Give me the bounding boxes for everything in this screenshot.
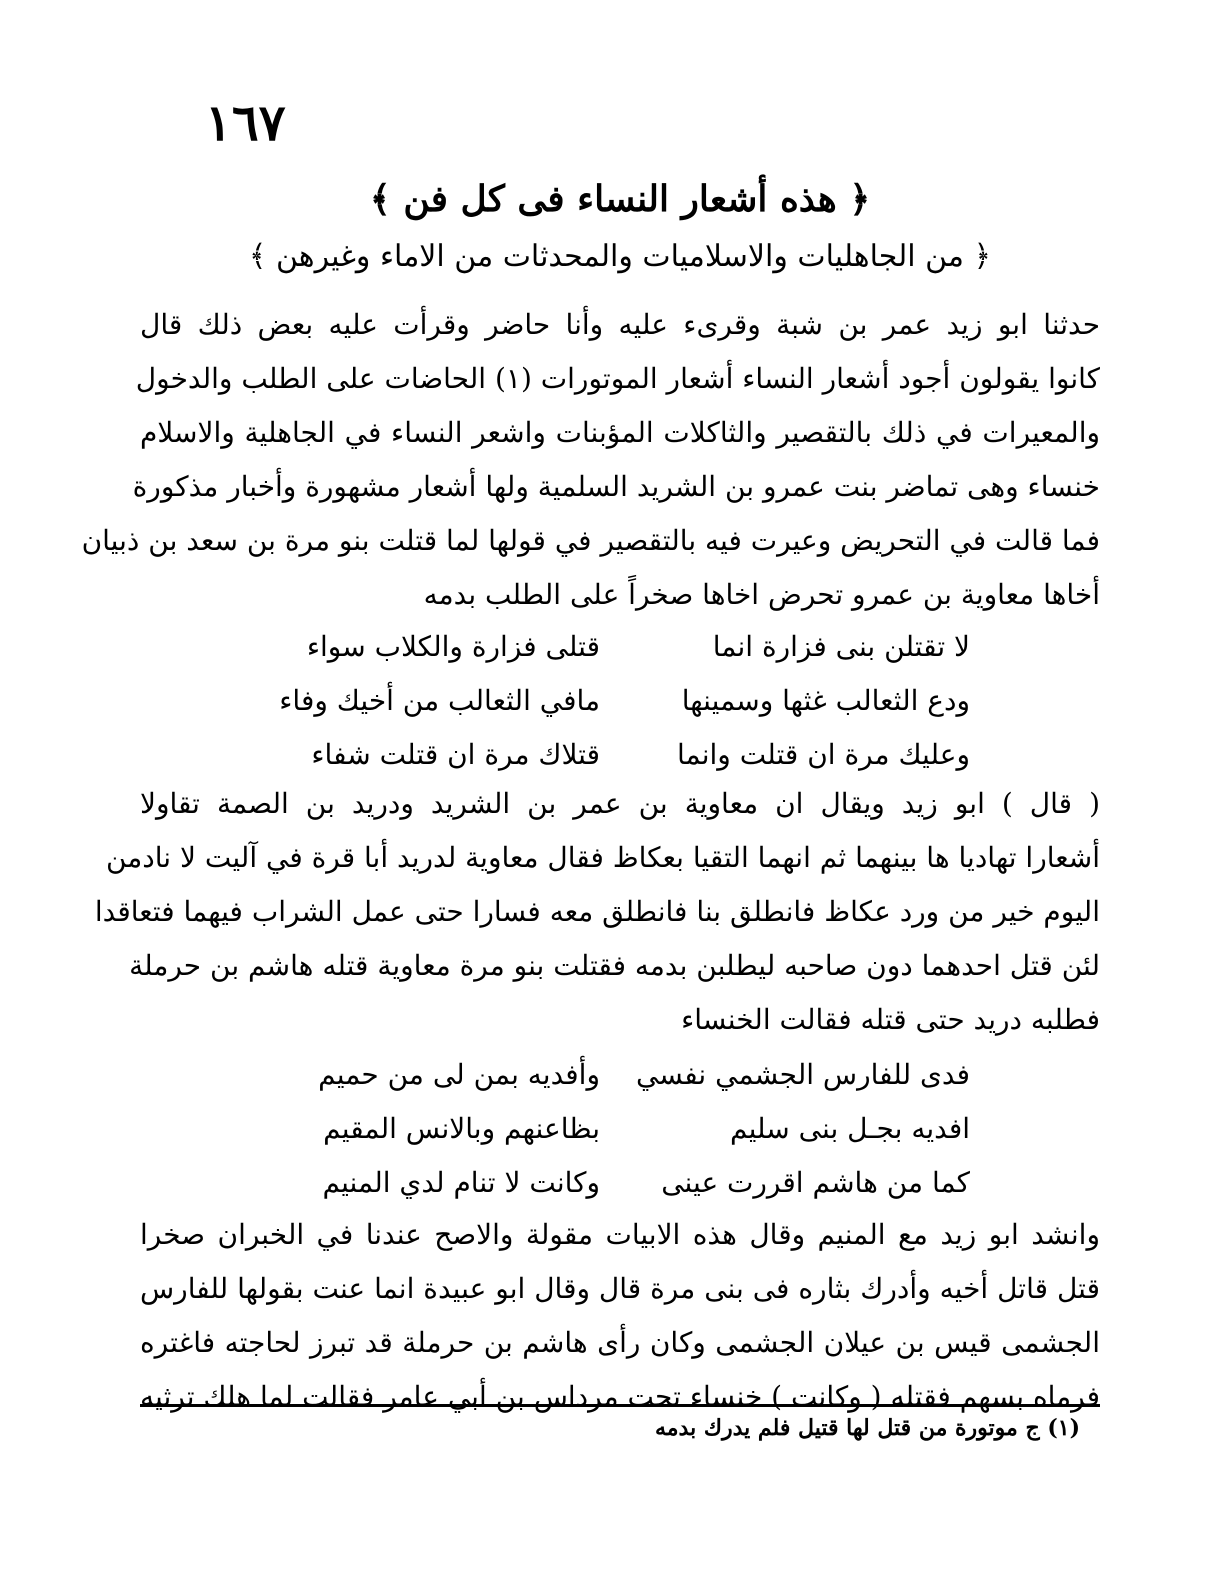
text-line: اليوم خير من ورد عكاظ فانطلق بنا فانطلق معه فسارا حتى عمل الشراب فيهما فتعاقدا bbox=[94, 895, 1100, 928]
poem-2 bbox=[250, 1048, 970, 1210]
text-line: الجشمى قيس بن عيلان الجشمى وكان رأى هاشم بن حرملة قد تبرز لحاجته فاغتره bbox=[140, 1326, 1100, 1359]
verse-second-hemistich: بظاعنهم وبالانس المقيم bbox=[323, 1112, 600, 1145]
text-line: أخاها معاوية بن عمرو تحرض اخاها صخراً على الطلب بدمه bbox=[423, 578, 1100, 611]
text-line: فما قالت في التحريض وعيرت فيه بالتقصير في قولها لما قتلت بنو مرة بن سعد بن ذبيان bbox=[81, 524, 1100, 557]
verse-line bbox=[250, 1156, 970, 1210]
poem-1 bbox=[250, 620, 970, 782]
verse-second-hemistich: قتلاك مرة ان قتلت شفاء bbox=[311, 738, 600, 771]
text-line: كانوا يقولون أجود أشعار النساء أشعار الموتورات (١) الحاضات على الطلب والدخول bbox=[135, 362, 1100, 395]
text-line: قتل قاتل أخيه وأدرك بثاره فى بنى مرة قال وقال ابو عبيدة انما عنت بقولها للفارس bbox=[140, 1272, 1100, 1305]
verse-second-hemistich: وكانت لا تنام لدي المنيم bbox=[322, 1166, 600, 1199]
verse-second-hemistich: وأفديه بمن لى من حميم bbox=[318, 1058, 600, 1091]
text-line: فطلبه دريد حتى قتله فقالت الخنساء bbox=[681, 1003, 1100, 1036]
verse-line bbox=[250, 728, 970, 782]
text-line: حدثنا ابو زيد عمر بن شبة وقرىء عليه وأنا حاضر وقرأت عليه بعض ذلك قال bbox=[140, 308, 1100, 341]
page-title: ﴿ هذه أشعار النساء فى كل فن ﴾ bbox=[369, 178, 871, 220]
verse-first-hemistich: افديه بجـل بنى سليم bbox=[729, 1112, 970, 1145]
text-line: ( قال ) ابو زيد ويقال ان معاوية بن عمر بن الشريد ودريد بن الصمة تقاولا bbox=[140, 787, 1100, 820]
text-line: خنساء وهى تماضر بنت عمرو بن الشريد السلمية ولها أشعار مشهورة وأخبار مذكورة bbox=[132, 470, 1100, 503]
text-line: فرماه بسهم فقتله ( وكانت ) خنساء تحت مرداس بن أبي عامر فقالت لما هلك ترثيه bbox=[140, 1380, 1100, 1413]
verse-second-hemistich: مافي الثعالب من أخيك وفاء bbox=[279, 684, 600, 717]
verse-second-hemistich: قتلى فزارة والكلاب سواء bbox=[306, 630, 600, 663]
footnote: (١) ج موتورة من قتل لها قتيل فلم يدرك بدمه bbox=[654, 1415, 1080, 1441]
paragraph-commentary bbox=[140, 1208, 1100, 1424]
verse-line bbox=[250, 620, 970, 674]
verse-first-hemistich: وعليك مرة ان قتلت وانما bbox=[676, 738, 970, 771]
text-line: لئن قتل احدهما دون صاحبه ليطلبن بدمه فقتلت بنو مرة معاوية قتله هاشم بن حرملة bbox=[129, 949, 1100, 982]
verse-line bbox=[250, 1102, 970, 1156]
paragraph-intro bbox=[81, 298, 1100, 622]
text-line: والمعيرات في ذلك بالتقصير والثاكلات المؤبنات واشعر النساء في الجاهلية والاسلام bbox=[140, 416, 1100, 449]
verse-line bbox=[250, 674, 970, 728]
paragraph-story bbox=[94, 777, 1100, 1047]
verse-first-hemistich: لا تقتلن بنى فزارة انما bbox=[712, 630, 970, 663]
text-line: وانشد ابو زيد مع المنيم وقال هذه الابيات مقولة والاصح عندنا في الخبران صخرا bbox=[140, 1218, 1100, 1251]
page-subtitle: ﴿ من الجاهليات والاسلاميات والمحدثات من الاماء وغيرهن ﴾ bbox=[248, 239, 992, 274]
verse-first-hemistich: فدى للفارس الجشمي نفسي bbox=[635, 1058, 970, 1091]
verse-line bbox=[250, 1048, 970, 1102]
text-line: أشعارا تهاديا ها بينهما ثم انهما التقيا بعكاظ فقال معاوية لدريد أبا قرة في آليت لا نادمن bbox=[105, 841, 1100, 874]
footnote-divider bbox=[140, 1404, 1100, 1407]
page-number: ١٦٧ bbox=[205, 93, 286, 152]
verse-first-hemistich: كما من هاشم اقررت عينى bbox=[661, 1166, 970, 1199]
verse-first-hemistich: ودع الثعالب غثها وسمينها bbox=[681, 684, 970, 717]
